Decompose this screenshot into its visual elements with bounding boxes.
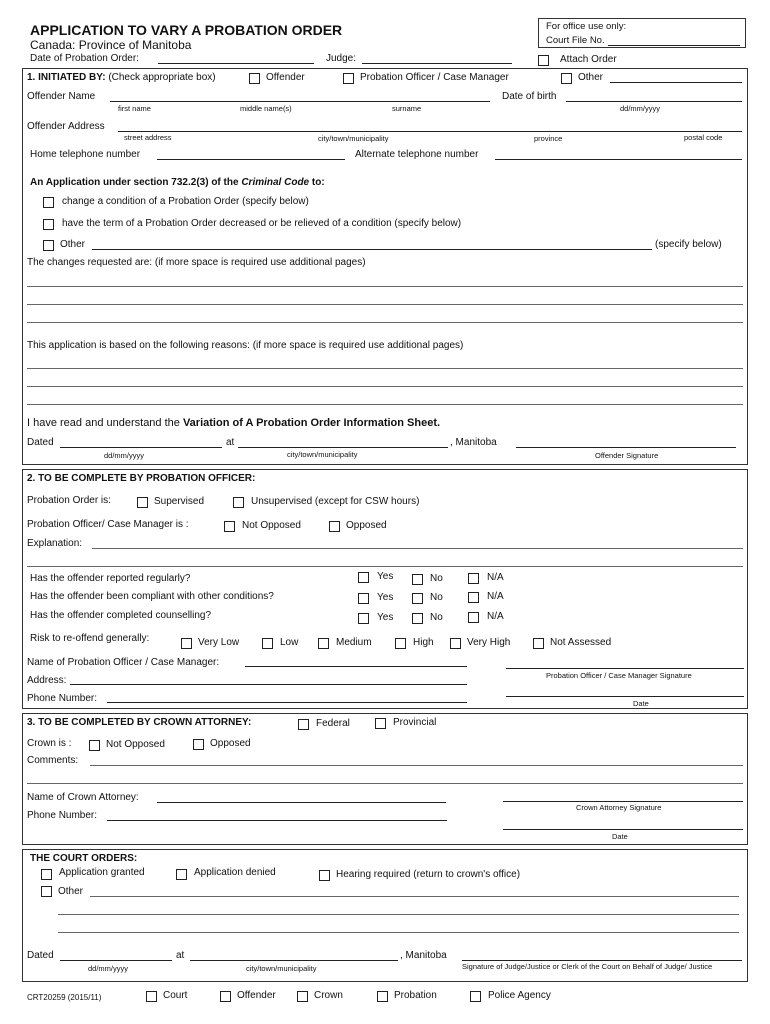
- court-date-format-caption: dd/mm/yyyy: [88, 964, 129, 973]
- read-statement: I have read and understand the Variation of A Probation Order Information Sheet.: [27, 417, 441, 429]
- changes-line-1[interactable]: [27, 286, 743, 287]
- date-of-order-field[interactable]: [158, 63, 314, 64]
- copy-police-checkbox[interactable]: [470, 991, 481, 1002]
- crown-name-field[interactable]: [157, 802, 446, 803]
- q-compliant-no-label: No: [430, 592, 443, 603]
- initiated-other-field[interactable]: [610, 82, 742, 83]
- po-opposed-label: Opposed: [346, 520, 387, 531]
- q-compliant-no-checkbox[interactable]: [412, 593, 423, 604]
- q-counselling-yes-label: Yes: [377, 612, 394, 623]
- surname-caption: surname: [392, 104, 422, 113]
- dob-label: Date of birth: [502, 91, 557, 102]
- q-compliant-label: Has the offender been compliant with other conditions?: [30, 591, 274, 602]
- copy-probation-label: Probation: [394, 990, 437, 1001]
- form-title: APPLICATION TO VARY A PROBATION ORDER: [30, 22, 343, 38]
- q-reported-yes-checkbox[interactable]: [358, 572, 369, 583]
- s1-city-caption: city/town/municipality: [287, 450, 358, 459]
- crown-phone-label: Phone Number:: [27, 810, 98, 821]
- q-reported-na-checkbox[interactable]: [468, 573, 479, 584]
- crown-date-field[interactable]: [503, 829, 743, 830]
- changes-line-2[interactable]: [27, 304, 743, 305]
- court-at-field[interactable]: [190, 960, 398, 961]
- granted-checkbox[interactable]: [41, 869, 52, 880]
- street-caption: street address: [124, 133, 172, 142]
- office-use-label: For office use only:: [546, 21, 627, 32]
- denied-label: Application denied: [194, 867, 276, 878]
- court-dated-field[interactable]: [60, 960, 172, 961]
- court-manitoba-label: , Manitoba: [400, 950, 447, 961]
- city-caption: city/town/municipality: [318, 134, 389, 143]
- po-not-opposed-label: Not Opposed: [242, 520, 301, 531]
- po-phone-field[interactable]: [107, 702, 467, 703]
- q-counselling-no-checkbox[interactable]: [412, 613, 423, 624]
- reasons-line-1[interactable]: [27, 368, 743, 369]
- supervised-checkbox[interactable]: [137, 497, 148, 508]
- risk-low-checkbox[interactable]: [262, 638, 273, 649]
- risk-very-low-checkbox[interactable]: [181, 638, 192, 649]
- dob-field[interactable]: [566, 101, 742, 102]
- crown-provincial-checkbox[interactable]: [375, 718, 386, 729]
- q-reported-na-label: N/A: [487, 572, 504, 583]
- supervised-label: Supervised: [154, 496, 205, 507]
- court-file-field[interactable]: [608, 45, 740, 46]
- q-counselling-yes-checkbox[interactable]: [358, 613, 369, 624]
- po-is-label: Probation Officer/ Case Manager is :: [27, 519, 189, 530]
- po-date-field[interactable]: [506, 696, 744, 697]
- initiated-other-label: Other: [578, 72, 604, 83]
- court-other-line-3[interactable]: [58, 932, 739, 933]
- specify-below-label: (specify below): [655, 239, 722, 250]
- home-phone-field[interactable]: [157, 159, 345, 160]
- copy-crown-checkbox[interactable]: [297, 991, 308, 1002]
- hearing-checkbox[interactable]: [319, 870, 330, 881]
- q-compliant-yes-checkbox[interactable]: [358, 593, 369, 604]
- po-not-opposed-checkbox[interactable]: [224, 521, 235, 532]
- crown-phone-field[interactable]: [107, 820, 447, 821]
- denied-checkbox[interactable]: [176, 869, 187, 880]
- province-caption: province: [534, 134, 563, 143]
- risk-medium-checkbox[interactable]: [318, 638, 329, 649]
- initiated-other-checkbox[interactable]: [561, 73, 572, 84]
- court-orders-heading: THE COURT ORDERS:: [30, 853, 138, 864]
- crown-name-label: Name of Crown Attorney:: [27, 792, 139, 803]
- first-name-caption: first name: [118, 104, 151, 113]
- copy-court-checkbox[interactable]: [146, 991, 157, 1002]
- court-other-line-2[interactable]: [58, 914, 739, 915]
- s1-heading: 1. INITIATED BY: (Check appropriate box): [27, 72, 216, 83]
- q-counselling-no-label: No: [430, 612, 443, 623]
- middle-names-caption: middle name(s): [240, 104, 292, 113]
- q-compliant-na-label: N/A: [487, 591, 504, 602]
- po-address-field[interactable]: [70, 684, 467, 685]
- po-name-label: Name of Probation Officer / Case Manager:: [27, 657, 220, 668]
- date-of-order-label: Date of Probation Order:: [30, 53, 139, 64]
- copy-police-label: Police Agency: [488, 990, 551, 1001]
- s1-date-format-caption: dd/mm/yyyy: [104, 451, 145, 460]
- offender-name-label: Offender Name: [27, 91, 96, 102]
- explanation-label: Explanation:: [27, 538, 83, 549]
- crown-comments-line-1[interactable]: [90, 765, 743, 766]
- unsupervised-label: Unsupervised (except for CSW hours): [251, 496, 420, 507]
- alt-phone-field[interactable]: [495, 159, 742, 160]
- q-reported-no-label: No: [430, 573, 443, 584]
- risk-high-label: High: [413, 637, 434, 648]
- alt-phone-label: Alternate telephone number: [355, 149, 479, 160]
- court-other-checkbox[interactable]: [41, 886, 52, 897]
- section-3-box: [22, 713, 748, 845]
- change-condition-checkbox[interactable]: [43, 197, 54, 208]
- crown-opposed-label: Opposed: [210, 738, 251, 749]
- copy-probation-checkbox[interactable]: [377, 991, 388, 1002]
- reasons-line-2[interactable]: [27, 386, 743, 387]
- address-field[interactable]: [118, 131, 742, 132]
- risk-not-assessed-label: Not Assessed: [550, 637, 612, 648]
- risk-medium-label: Medium: [336, 637, 372, 648]
- po-signature-field[interactable]: [506, 668, 744, 669]
- form-subtitle: Canada: Province of Manitoba: [30, 38, 192, 52]
- po-phone-label: Phone Number:: [27, 693, 98, 704]
- copy-court-label: Court: [163, 990, 188, 1001]
- crown-not-opposed-checkbox[interactable]: [89, 740, 100, 751]
- initiated-po-label: Probation Officer / Case Manager: [360, 72, 509, 83]
- risk-very-high-label: Very High: [467, 637, 511, 648]
- dob-format-caption: dd/mm/yyyy: [620, 104, 661, 113]
- attach-order-label: Attach Order: [560, 54, 617, 65]
- q-compliant-yes-label: Yes: [377, 592, 394, 603]
- judge-label: Judge:: [326, 53, 357, 64]
- address-label: Offender Address: [27, 121, 105, 132]
- s3-heading: 3. TO BE COMPLETED BY CROWN ATTORNEY:: [27, 717, 252, 728]
- offender-signature-field[interactable]: [516, 447, 736, 448]
- court-other-label: Other: [58, 886, 84, 897]
- offender-signature-caption: Offender Signature: [595, 451, 659, 460]
- reasons-line-3[interactable]: [27, 404, 743, 405]
- unsupervised-checkbox[interactable]: [233, 497, 244, 508]
- po-name-field[interactable]: [245, 666, 467, 667]
- q-reported-label: Has the offender reported regularly?: [30, 573, 191, 584]
- change-condition-label: change a condition of a Probation Order (specify below): [62, 196, 309, 207]
- risk-label: Risk to re-offend generally:: [30, 633, 150, 644]
- offender-name-field[interactable]: [110, 101, 490, 102]
- judge-field[interactable]: [362, 63, 512, 64]
- risk-high-checkbox[interactable]: [395, 638, 406, 649]
- q-reported-yes-label: Yes: [377, 571, 394, 582]
- risk-very-high-checkbox[interactable]: [450, 638, 461, 649]
- q-compliant-na-checkbox[interactable]: [468, 592, 479, 603]
- changes-line-3[interactable]: [27, 322, 743, 323]
- crown-not-opposed-label: Not Opposed: [106, 739, 165, 750]
- risk-low-label: Low: [280, 637, 299, 648]
- postal-caption: postal code: [684, 133, 723, 142]
- po-address-label: Address:: [27, 675, 67, 686]
- order-is-label: Probation Order is:: [27, 495, 111, 506]
- changes-label: The changes requested are: (if more space is required use additional pages): [27, 257, 366, 268]
- q-counselling-na-checkbox[interactable]: [468, 612, 479, 623]
- s2-heading: 2. TO BE COMPLETE BY PROBATION OFFICER:: [27, 473, 256, 484]
- court-dated-label: Dated: [27, 950, 54, 961]
- judge-signature-field[interactable]: [462, 960, 742, 961]
- s1-manitoba-label: , Manitoba: [450, 437, 497, 448]
- crown-provincial-label: Provincial: [393, 717, 437, 728]
- home-phone-label: Home telephone number: [30, 149, 141, 160]
- initiated-po-checkbox[interactable]: [343, 73, 354, 84]
- application-heading: An Application under section 732.2(3) of the Criminal Code to:: [30, 177, 325, 188]
- court-city-caption: city/town/municipality: [246, 964, 317, 973]
- court-file-label: Court File No.: [546, 35, 605, 46]
- granted-label: Application granted: [59, 867, 145, 878]
- attach-order-checkbox[interactable]: [538, 55, 549, 66]
- explanation-line-2[interactable]: [27, 566, 743, 567]
- judge-signature-caption: Signature of Judge/Justice or Clerk of the Court on Behalf of Judge/ Justice: [462, 962, 713, 971]
- crown-federal-checkbox[interactable]: [298, 719, 309, 730]
- q-reported-no-checkbox[interactable]: [412, 574, 423, 585]
- q-counselling-label: Has the offender completed counselling?: [30, 610, 212, 621]
- copy-crown-label: Crown: [314, 990, 343, 1001]
- initiated-offender-label: Offender: [266, 72, 305, 83]
- explanation-line-1[interactable]: [92, 548, 743, 549]
- crown-signature-field[interactable]: [503, 801, 743, 802]
- court-at-label: at: [176, 950, 185, 961]
- copy-offender-label: Offender: [237, 990, 276, 1001]
- decrease-term-checkbox[interactable]: [43, 219, 54, 230]
- s1-dated-field[interactable]: [60, 447, 222, 448]
- s1-at-field[interactable]: [238, 447, 448, 448]
- copy-offender-checkbox[interactable]: [220, 991, 231, 1002]
- hearing-label: Hearing required (return to crown's office): [336, 869, 521, 880]
- crown-date-caption: Date: [612, 832, 628, 841]
- po-signature-caption: Probation Officer / Case Manager Signature: [546, 671, 692, 680]
- application-other-field[interactable]: [92, 249, 652, 250]
- crown-federal-label: Federal: [316, 718, 350, 729]
- form-code: CRT20259 (2015/11): [27, 993, 102, 1002]
- crown-is-label: Crown is :: [27, 738, 72, 749]
- q-counselling-na-label: N/A: [487, 611, 504, 622]
- crown-signature-caption: Crown Attorney Signature: [576, 803, 662, 812]
- decrease-term-label: have the term of a Probation Order decreased or be relieved of a condition (specify below): [62, 218, 462, 229]
- risk-not-assessed-checkbox[interactable]: [533, 638, 544, 649]
- crown-opposed-checkbox[interactable]: [193, 739, 204, 750]
- application-other-label: Other: [60, 239, 86, 250]
- application-other-checkbox[interactable]: [43, 240, 54, 251]
- s1-at-label: at: [226, 437, 235, 448]
- po-opposed-checkbox[interactable]: [329, 521, 340, 532]
- po-date-caption: Date: [633, 699, 649, 708]
- initiated-offender-checkbox[interactable]: [249, 73, 260, 84]
- crown-comments-label: Comments:: [27, 755, 79, 766]
- reasons-label: This application is based on the following reasons: (if more space is required use additional pages): [27, 340, 464, 351]
- s1-dated-label: Dated: [27, 437, 54, 448]
- risk-very-low-label: Very Low: [198, 637, 240, 648]
- court-other-line-1[interactable]: [90, 896, 739, 897]
- crown-comments-line-2[interactable]: [27, 783, 743, 784]
